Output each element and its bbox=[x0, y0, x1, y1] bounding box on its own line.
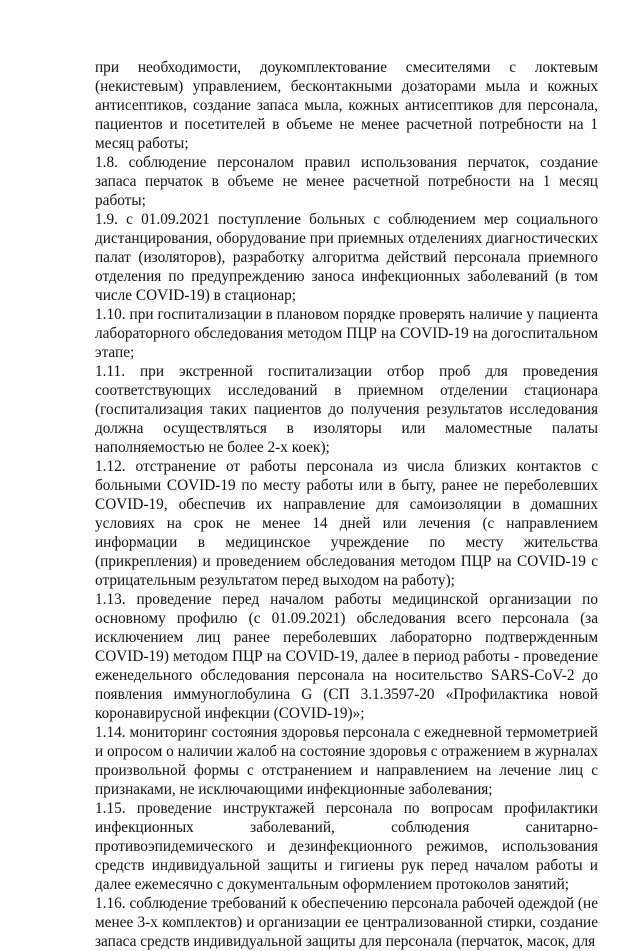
paragraph-1-15: 1.15. проведение инструктажей персонала по вопросам профилактики инфекционных заболеваний, соблюдения санитарно-противоэпидемического и дезинфекционного режимов, использования средств индивидуальной защиты и гигиены рук перед началом работы и далее ежемесячно с документальным оформлением протоколов занятий; bbox=[95, 800, 598, 893]
paragraph-1-16: 1.16. соблюдение требований к обеспечению персонала рабочей одеждой (не менее 3-х комплектов) и организации ее централизованной стирки, создание запаса средств индивидуальной защиты для персонала (перчаток, масок, для bbox=[95, 895, 598, 950]
paragraph-1-8: 1.8. соблюдение персоналом правил использования перчаток, создание запаса перчаток в объеме не менее расчетной потребности на 1 месяц работы; bbox=[95, 154, 598, 209]
paragraph-1-9: 1.9. с 01.09.2021 поступление больных с соблюдением мер социального дистанцирования, оборудование при приемных отделениях диагностических палат (изоляторов), разработку алгоритма действий персонала приемного отделения по предупреждению заноса инфекционных заболеваний (в том числе COVID-19) в стационар; bbox=[95, 211, 598, 304]
paragraph-1-10: 1.10. при госпитализации в плановом порядке проверять наличие у пациента лабораторного обследования методом ПЦР на COVID-19 на догоспитальном этапе; bbox=[95, 306, 598, 361]
paragraph-1-11: 1.11. при экстренной госпитализации отбор проб для проведения соответствующих исследований в приемном отделении стационара (госпитализация таких пациентов до получения результатов исследования должна осуществляться в изоляторы или маломестные палаты наполняемостью не более 2-х коек); bbox=[95, 363, 598, 456]
paragraph-1-12: 1.12. отстранение от работы персонала из числа близких контактов с больными COVID-19 по месту работы или в быту, ранее не переболевших COVID-19, обеспечив их направление для самоизоляции в домашних условиях на срок не менее 14 дней или лечения (с направлением информации в медицинское учреждение по месту жительства (прикрепления) и проведением обследования методом ПЦР на COVID-19 с отрицательным результатом перед выходом на работу); bbox=[95, 458, 598, 589]
document-body bbox=[95, 58, 598, 951]
paragraph-1-14: 1.14. мониторинг состояния здоровья персонала с ежедневной термометрией и опросом о наличии жалоб на состояние здоровья с отражением в журналах произвольной формы с отстранением и направлением на лечение лиц с признаками, не исключающими инфекционные заболевания; bbox=[95, 724, 598, 798]
paragraph-continuation: при необходимости, доукомплектование смесителями с локтевым (некистевым) управлением, бесконтакными дозаторами мыла и кожных антисептиков, создание запаса мыла, кожных антисептиков для персонала, пациентов и посетителей в объеме не менее расчетной потребности на 1 месяц работы; bbox=[95, 59, 598, 152]
paragraph-1-13: 1.13. проведение перед началом работы медицинской организации по основному профилю (с 01.09.2021) обследования всего персонала (за исключением лиц ранее переболевших лабораторно подтвержденным COVID-19) методом ПЦР на COVID-19, далее в период работы - проведение еженедельного обследования персонала на носительство SARS-CoV-2 до появления иммуноглобулина G (СП 3.1.3597-20 «Профилактика новой коронавирусной инфекции (COVID-19)»; bbox=[95, 591, 598, 722]
